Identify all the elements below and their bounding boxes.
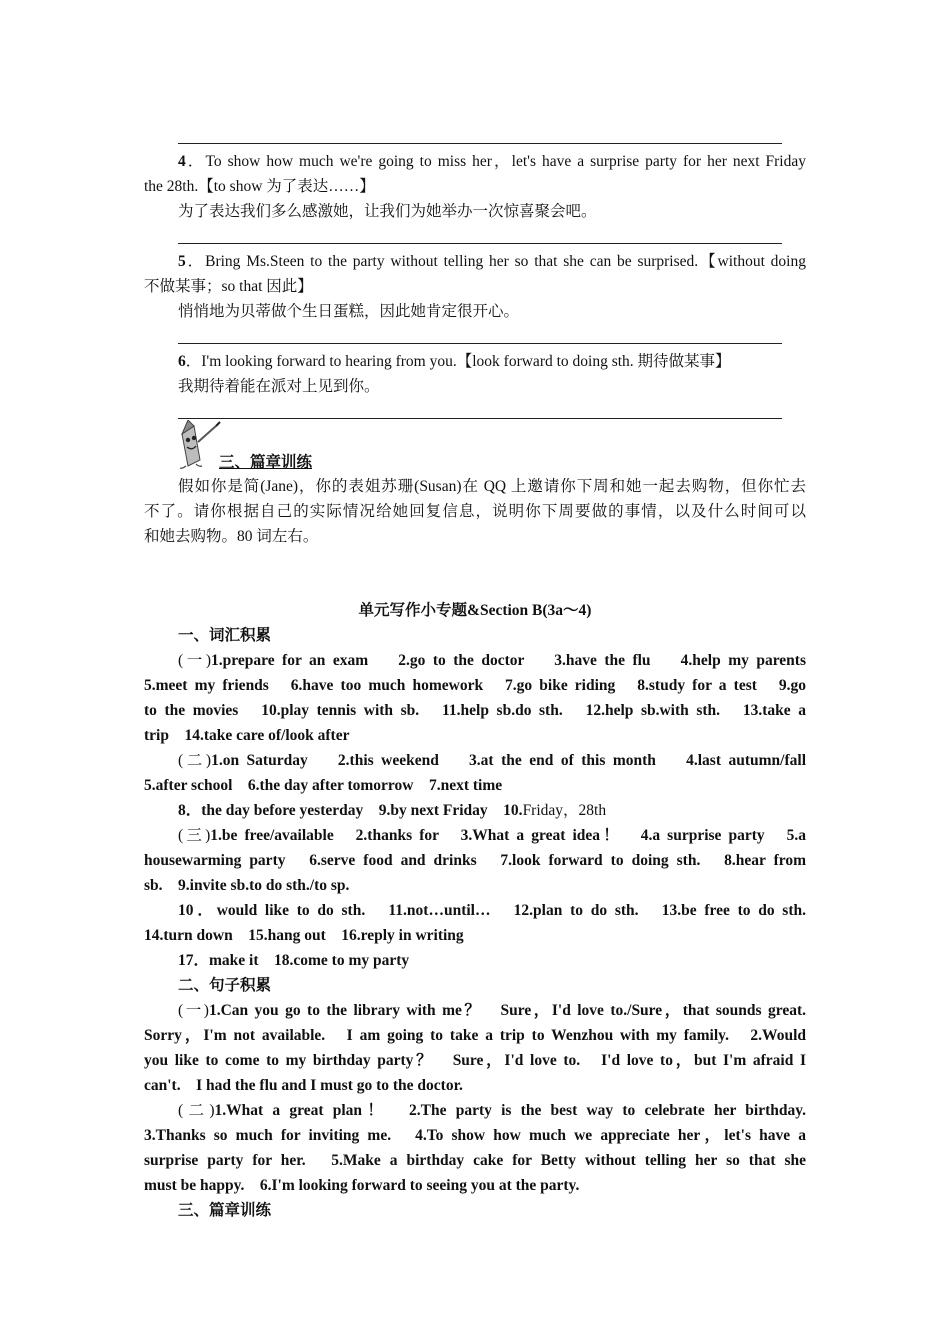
item6-english-line1: 6．I'm looking forward to hearing from you.【look forward to doing sth. 期待做某事】 [178, 353, 731, 370]
group-label: (三) [178, 827, 211, 844]
answer-text-plain: Friday，28th [522, 802, 607, 819]
item4-number: 4 [178, 153, 186, 170]
vocab-group3-line2: housewarming party 6.serve food and drinks 7.look forward to doing sth. 8.hear from [144, 852, 806, 869]
essay-prompt-line1: 假如你是简(Jane)，你的表姐苏珊(Susan)在 QQ 上邀请你下周和她一起去购物，但你忙去 [178, 478, 806, 495]
answer-blank-line [178, 418, 782, 419]
group-label: (二) [178, 752, 212, 769]
answer-blank-line [178, 143, 782, 144]
answer-text: 1.be free/available 2.thanks for 3.What a great idea！ 4.a surprise party 5.a [210, 827, 806, 844]
item4-english-line1: 4．To show how much we're going to miss her，let's have a surprise party for her next Friday [178, 153, 806, 170]
answer-text: 1.on Saturday 2.this weekend 3.at the end of this month 4.last autumn/fall [211, 752, 806, 769]
sentence-group2-line1 [144, 1098, 806, 1123]
vocab-group1-line3: to the movies 10.play tennis with sb. 11.help sb.do sth. 12.help sb.with sth. 13.take a [144, 702, 806, 719]
pencil-mascot-icon [176, 420, 224, 470]
vocab-group3-line5: 14.turn down 15.hang out 16.reply in writing [144, 927, 464, 944]
group-label: (一) [178, 1002, 209, 1019]
item5-number: 5 [178, 253, 186, 270]
vocab-group3-line3: sb. 9.invite sb.to do sth./to sp. [144, 877, 350, 894]
item5-chinese-prompt: 悄悄地为贝蒂做个生日蛋糕，因此她肯定很开心。 [178, 303, 520, 320]
item5-english-line2: 不做某事；so that 因此】 [144, 278, 313, 295]
item5-sentence: Bring Ms.Steen to the party without telling her so that she can be surprised.【without doing [205, 253, 806, 270]
answer-text: 1.prepare for an exam 2.go to the doctor 3.have the flu 4.help my parents [211, 652, 806, 669]
vocab-group1-line1 [144, 648, 806, 673]
sentence-group2-line3: surprise party for her. 5.Make a birthday cake for Betty without telling her so that she [144, 1152, 806, 1169]
sentence-group1-line2: Sorry，I'm not available. I am going to take a trip to Wenzhou with my family. 2.Would [144, 1027, 806, 1044]
item6-sentence: I'm looking forward to hearing from you.【look forward to doing sth. 期待做某事】 [201, 353, 731, 370]
answer-text: 1.Can you go to the library with me？ Sure，I'd love to./Sure，that sounds great. [208, 1002, 807, 1019]
vocab-group2-line1 [144, 748, 806, 773]
answer-section-title: 单元写作小专题&Section B(3a～4) [358, 602, 592, 619]
vocab-group3-line1 [144, 823, 806, 848]
essay-prompt-line3: 和她去购物。80 词左右。 [144, 528, 319, 545]
group-label: (一) [178, 652, 211, 669]
vocab-heading: 一、词汇积累 [178, 627, 272, 644]
item5-english-line1: 5．Bring Ms.Steen to the party without telling her so that she can be surprised.【without doing [178, 253, 806, 270]
answer-blank-line [178, 243, 782, 244]
essay-answer-heading: 三、篇章训练 [178, 1202, 272, 1219]
section3-heading: 三、篇章训练 [219, 454, 313, 471]
sentence-group1-line4: can't. I had the flu and I must go to the doctor. [144, 1077, 463, 1094]
vocab-group3-line4: 10．would like to do sth. 11.not…until… 12.plan to do sth. 13.be free to do sth. [178, 902, 806, 919]
item4-sentence: To show how much we're going to miss her，let's have a surprise party for her next Friday [205, 153, 806, 170]
answer-blank-line [178, 343, 782, 344]
sentence-group2-line4: must be happy. 6.I'm looking forward to seeing you at the party. [144, 1177, 580, 1194]
sentence-group2-line2: 3.Thanks so much for inviting me. 4.To show how much we appreciate her，let's have a [144, 1127, 806, 1144]
sentence-heading: 二、句子积累 [178, 977, 272, 994]
item6-chinese-prompt: 我期待着能在派对上见到你。 [178, 378, 380, 395]
item4-english-line2: the 28th.【to show 为了表达……】 [144, 178, 375, 195]
item4-chinese-prompt: 为了表达我们多么感激她，让我们为她举办一次惊喜聚会吧。 [178, 203, 597, 220]
vocab-group2-line3 [144, 798, 806, 823]
vocab-group2-line2: 5.after school 6.the day after tomorrow 7.next time [144, 777, 503, 794]
answer-text: 1.What a great plan！ 2.The party is the best way to celebrate her birthday. [214, 1102, 806, 1119]
vocab-group3-line6: 17．make it 18.come to my party [178, 952, 410, 969]
item6-number: 6 [178, 353, 186, 370]
vocab-group1-line4: trip 14.take care of/look after [144, 727, 350, 744]
group-label: (二) [178, 1102, 215, 1119]
sentence-group1-line3: you like to come to my birthday party？ Sure，I'd love to. I'd love to，but I'm afraid I [144, 1052, 806, 1069]
essay-prompt-line2: 不了。请你根据自己的实际情况给她回复信息，说明你下周要做的事情，以及什么时间可以 [144, 503, 806, 520]
vocab-group1-line2: 5.meet my friends 6.have too much homework 7.go bike riding 8.study for a test 9.go [144, 677, 806, 694]
answer-text: 8．the day before yesterday 9.by next Friday 10. [178, 802, 523, 819]
sentence-group1-line1 [144, 998, 806, 1023]
